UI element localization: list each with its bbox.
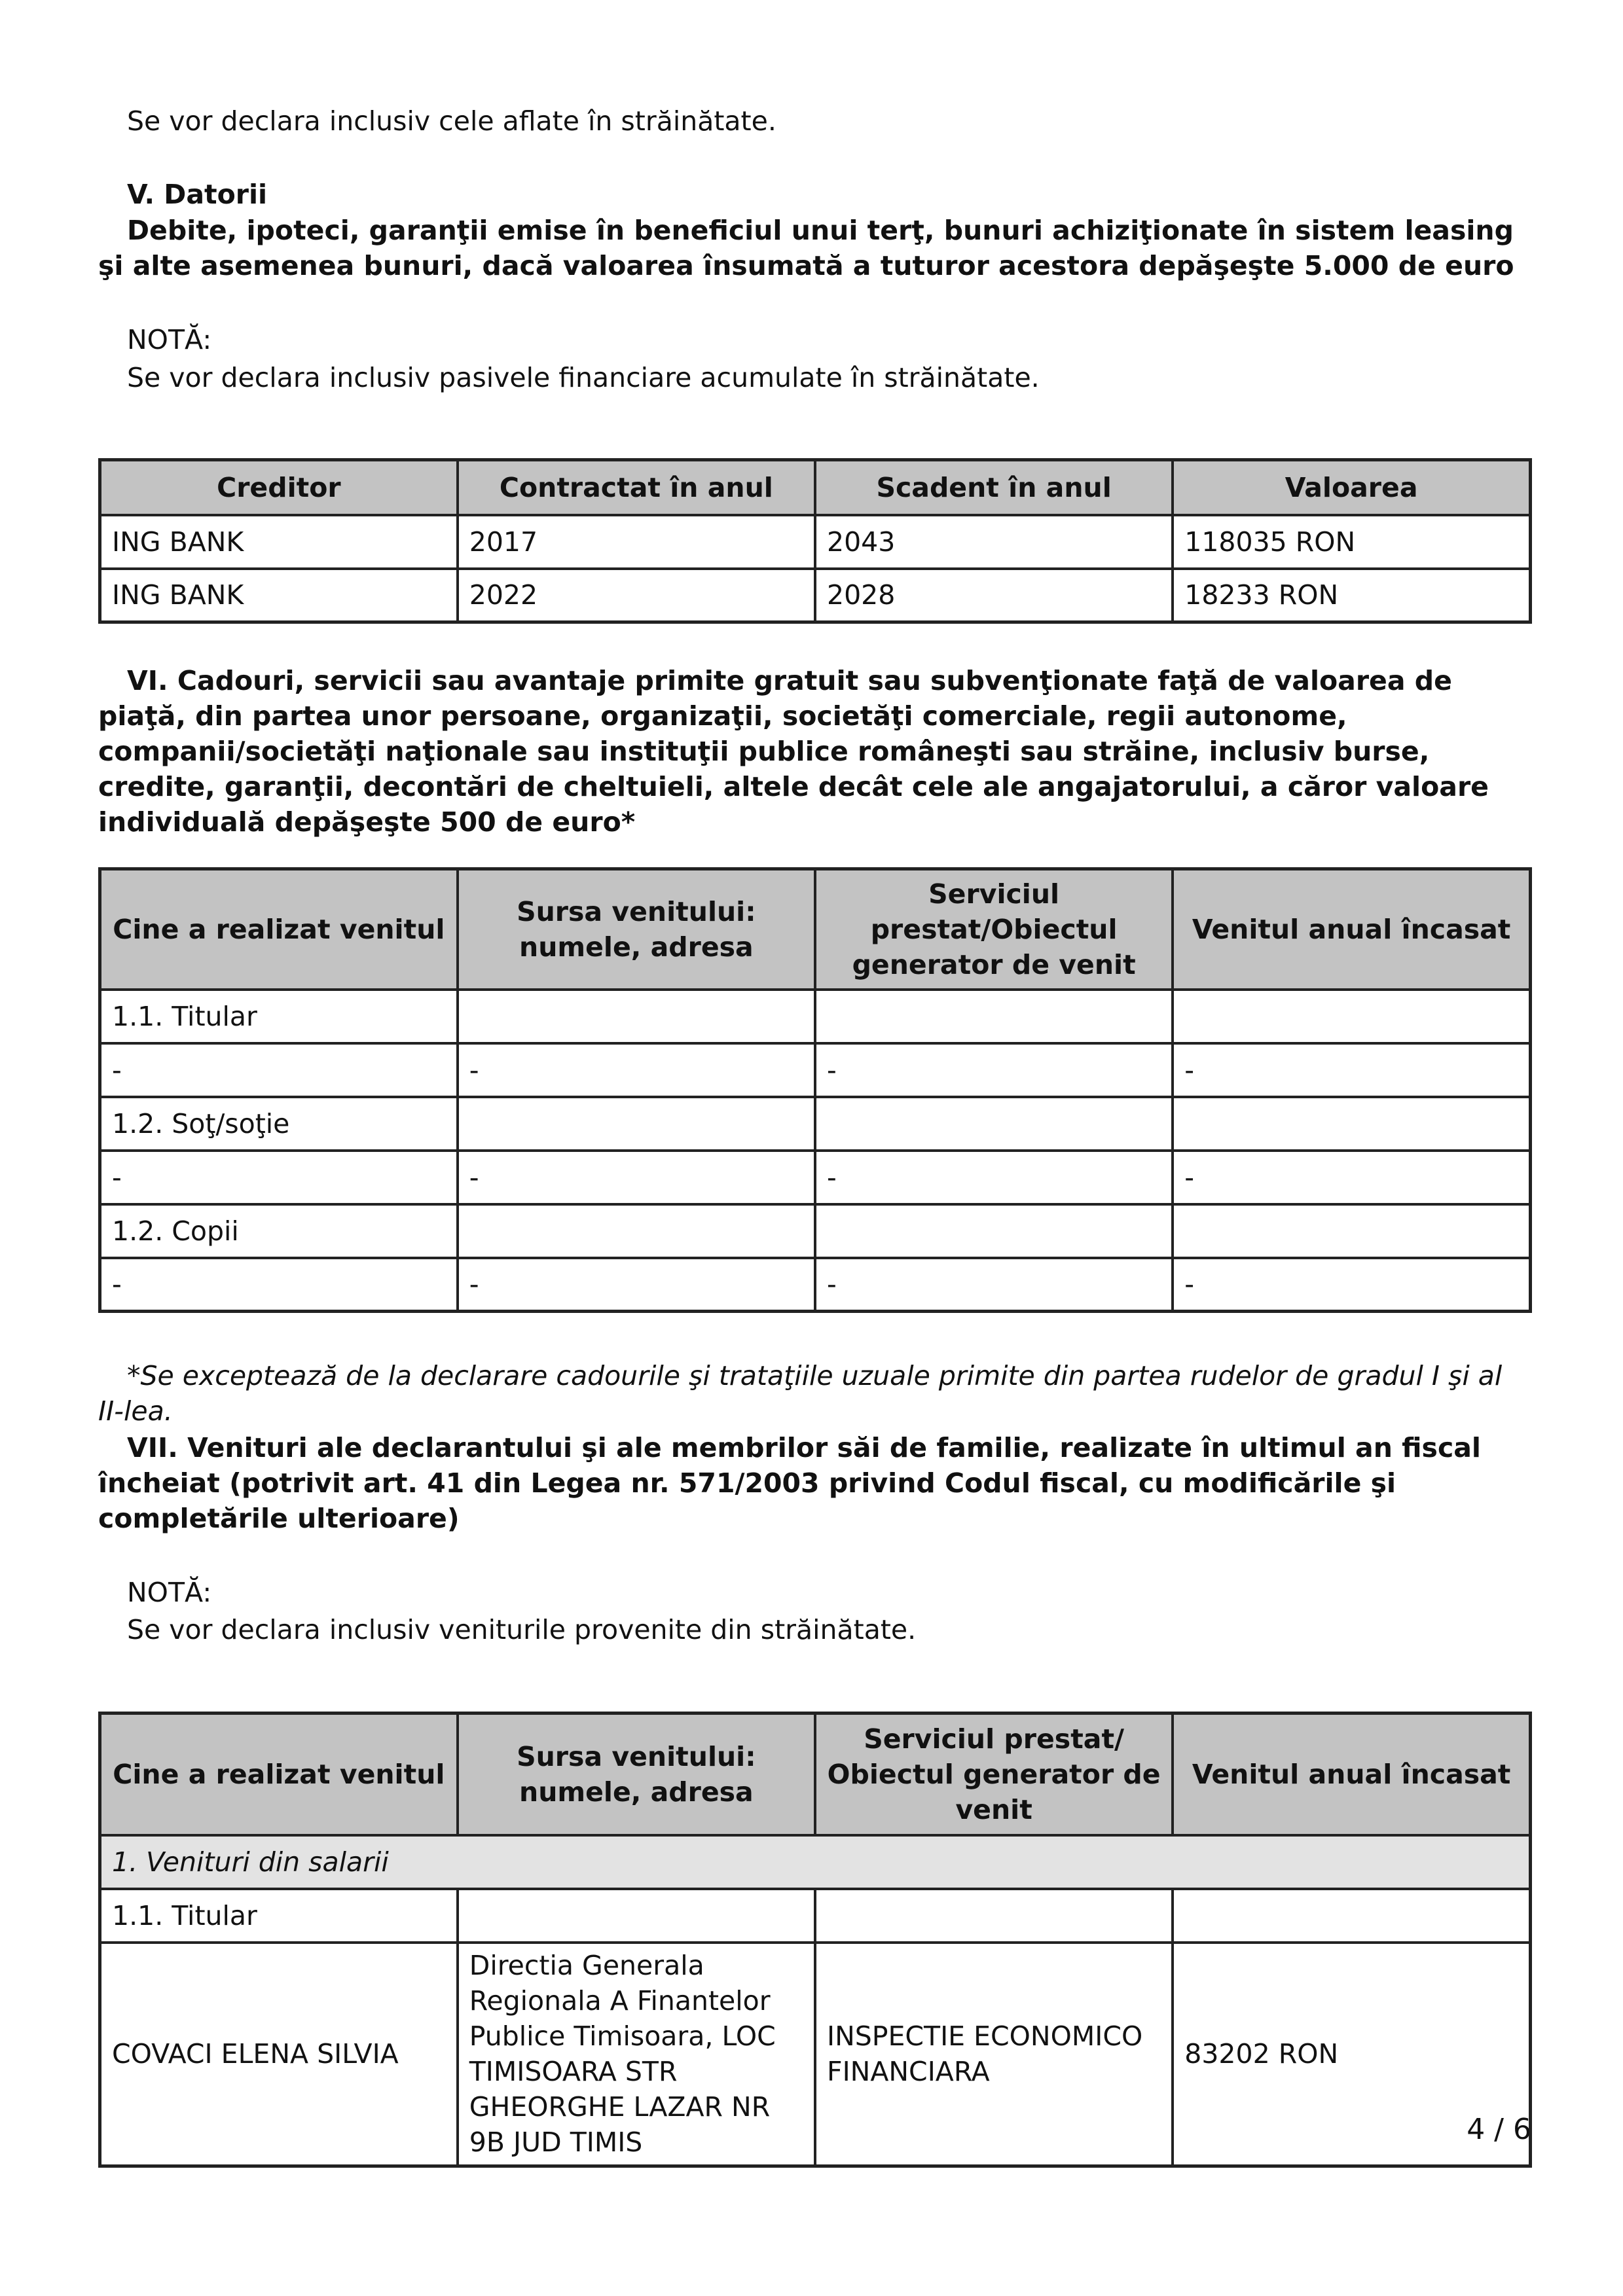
debts-cell-contracted: 2017 [458,515,815,569]
income-header-who: Cine a realizat venitul [100,1713,458,1835]
gifts-cell-source: - [458,1258,815,1312]
debts-header-due-year: Scadent în anul [815,460,1173,515]
income-section-salaries: 1. Venituri din salarii [100,1835,1531,1889]
table-row [100,569,1531,622]
table-row [100,1151,1531,1204]
gifts-cell-who: 1.2. Soţ/soţie [100,1097,458,1151]
income-cell-service: INSPECTIE ECONOMICO FINANCIARA [815,1943,1173,2166]
gifts-cell-source [458,990,815,1043]
debts-table [98,458,1532,624]
debts-cell-creditor: ING BANK [100,515,458,569]
gifts-cell-income: - [1173,1151,1530,1204]
gifts-cell-source [458,1204,815,1258]
gifts-cell-source: - [458,1043,815,1097]
gifts-cell-service [815,1097,1173,1151]
income-cell-who: COVACI ELENA SILVIA [100,1943,458,2166]
table-row [100,1097,1531,1151]
income-cell-source: Directia Generala Regionala A Finantelor Publice Timisoara, LOC TIMISOARA STR GHEORGHE LAZAR NR 9B JUD TIMIS [458,1943,815,2166]
debts-cell-value: 118035 RON [1173,515,1530,569]
table-row [100,515,1531,569]
income-header-income: Venitul anual încasat [1173,1713,1530,1835]
intro-line: Se vor declara inclusiv cele aflate în străinătate. [127,105,776,137]
debts-header-creditor: Creditor [100,460,458,515]
income-cell-who: 1.1. Titular [100,1889,458,1943]
gifts-cell-service [815,990,1173,1043]
gifts-cell-income: - [1173,1258,1530,1312]
gifts-header-service: Serviciul prestat/Obiectul generator de venit [815,869,1173,990]
gifts-cell-source: - [458,1151,815,1204]
gifts-cell-income: - [1173,1043,1530,1097]
debts-table-header-row [100,460,1531,515]
table-row [100,1258,1531,1312]
income-cell-income [1173,1889,1530,1943]
gifts-footnote: *Se exceptează de la declarare cadourile şi trataţiile uzuale primite din partea rudelor de gradul I şi al II-lea. [98,1360,1503,1427]
income-cell-income: 83202 RON [1173,1943,1530,2166]
income-header-source: Sursa venitului: numele, adresa [458,1713,815,1835]
gifts-cell-income [1173,990,1530,1043]
income-header-service: Serviciul prestat/ Obiectul generator de venit [815,1713,1173,1835]
page-number: 4 / 6 [1467,2113,1531,2146]
section-v-note-text: Se vor declara inclusiv pasivele financiare acumulate în străinătate. [127,362,1040,393]
gifts-cell-who: 1.1. Titular [100,990,458,1043]
income-cell-service [815,1889,1173,1943]
gifts-cell-service: - [815,1151,1173,1204]
gifts-cell-who: 1.2. Copii [100,1204,458,1258]
gifts-header-who: Cine a realizat venitul [100,869,458,990]
income-cell-source [458,1889,815,1943]
gifts-header-income: Venitul anual încasat [1173,869,1530,990]
gifts-table [98,867,1532,1313]
table-row [100,1204,1531,1258]
gifts-table-header-row [100,869,1531,990]
section-v-subtitle: Debite, ipoteci, garanţii emise în beneficiul unui terţ, bunuri achiziţionate în sistem leasing şi alte asemenea bunuri, dacă valoarea însumată a tuturor acestora depăşeşte 5.000 de euro [98,215,1514,281]
income-table-header-row [100,1713,1531,1835]
gifts-cell-income [1173,1097,1530,1151]
debts-cell-due: 2028 [815,569,1173,622]
gifts-cell-service: - [815,1043,1173,1097]
table-row [100,1889,1531,1943]
gifts-cell-income [1173,1204,1530,1258]
table-row [100,1943,1531,2166]
section-vii-note-text: Se vor declara inclusiv veniturile provenite din străinătate. [127,1614,917,1645]
table-row [100,990,1531,1043]
gifts-cell-who: - [100,1151,458,1204]
gifts-cell-service: - [815,1258,1173,1312]
section-vi-title: VI. Cadouri, servicii sau avantaje primite gratuit sau subvenţionate faţă de valoarea de piaţă, din partea unor persoane, organizaţii, societăţi comerciale, regii autonome, companii/societăţi naţionale sau instituţii publice româneşti sau străine, inclusiv burse, credite, garanţii, decontări de cheltuieli, altele decât cele ale angajatorului, a căror valoare individuală depăşeşte 500 de euro* [98,665,1489,838]
table-row [100,1043,1531,1097]
section-v-note-label: NOTĂ: [127,324,212,355]
debts-header-value: Valoarea [1173,460,1530,515]
debts-header-contracted-year: Contractat în anul [458,460,815,515]
debts-cell-contracted: 2022 [458,569,815,622]
income-section-row [100,1835,1531,1889]
debts-cell-due: 2043 [815,515,1173,569]
gifts-cell-who: - [100,1258,458,1312]
debts-cell-value: 18233 RON [1173,569,1530,622]
section-v-title: V. Datorii [127,179,268,210]
section-vii-note-label: NOTĂ: [127,1577,212,1608]
gifts-cell-source [458,1097,815,1151]
gifts-cell-service [815,1204,1173,1258]
income-table [98,1712,1532,2168]
gifts-cell-who: - [100,1043,458,1097]
section-vii-title: VII. Venituri ale declarantului şi ale membrilor săi de familie, realizate în ultimul an fiscal încheiat (potrivit art. 41 din Legea nr. 571/2003 privind Codul fiscal, cu modificările şi completările ulterioare) [98,1432,1481,1534]
debts-cell-creditor: ING BANK [100,569,458,622]
gifts-header-source: Sursa venitului: numele, adresa [458,869,815,990]
